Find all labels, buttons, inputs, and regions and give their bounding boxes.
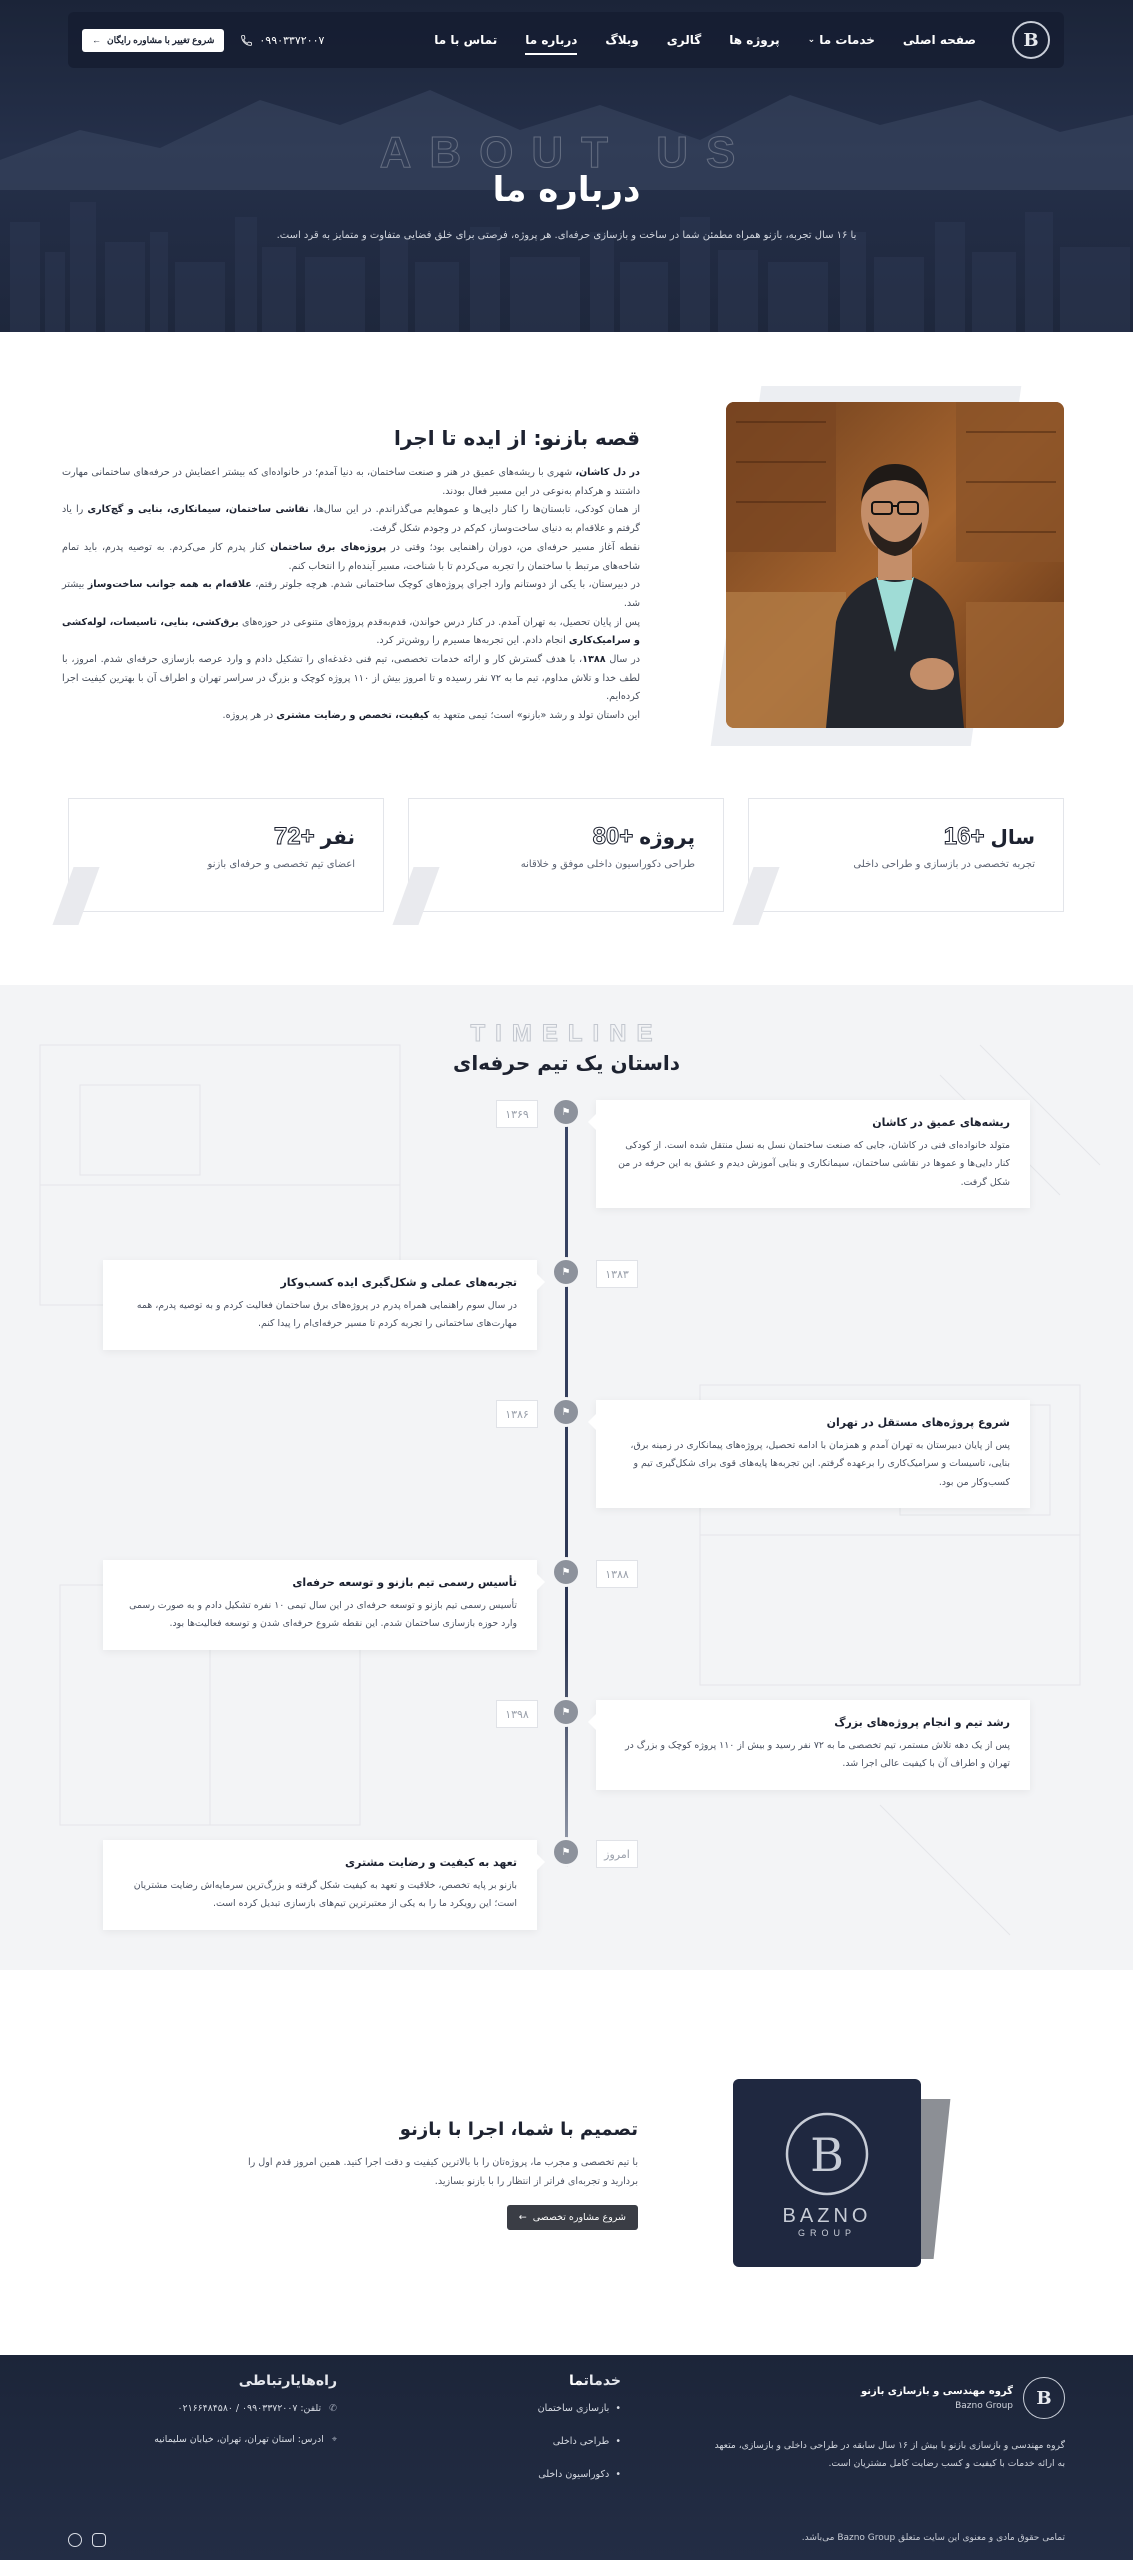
brand-logo[interactable]: B	[1012, 21, 1050, 59]
location-pin-icon: ⌖	[331, 2434, 337, 2445]
footer-services-title	[538, 2373, 621, 2389]
story-text: شهری با ریشه‌های عمیق در هنر و صنعت ساختمان، به دنیا آمدم؛ در خانواده‌ای که بیشتر اعضایش در حرفه‌های ساختمانی مهارت داشتند و هرکدام به‌نوعی در این مسیر فعال بودند.	[62, 467, 640, 497]
stat-value	[97, 823, 355, 851]
nav-item-projects[interactable]: پروژه ها	[729, 33, 780, 47]
nav-item-services-label: خدمات ما	[819, 33, 875, 47]
timeline-marker-icon: ⚑	[551, 1837, 581, 1867]
social-links	[68, 2533, 106, 2547]
story-bold: نقاشی ساختمان، سیمانکاری، بنایی و گچ‌کاری	[87, 504, 309, 516]
footer-brand-text: گروه مهندسی و بازسازی بازنو با بیش از ۱۶ سال سابقه در طراحی داخلی و بازسازی، متعهد به ارائه خدمات با کیفیت و کسب رضایت کامل مشتریان است.	[714, 2440, 1065, 2470]
footer-service-link[interactable]: • طراحی داخلی	[538, 2436, 621, 2447]
nav-item-contact[interactable]: تماس با ما	[434, 33, 498, 47]
story-bold: ۱۳۸۸	[582, 654, 606, 666]
timeline-card	[596, 1700, 1030, 1790]
story-paragraph	[62, 614, 640, 651]
footer-brand-row	[705, 2377, 1065, 2419]
footer-contact-title-b: ارتباطی	[238, 2373, 296, 2389]
story-text: بیشتر شد.	[62, 579, 640, 609]
timeline-year: ۱۳۸۸	[596, 1560, 638, 1588]
stat-label: تجربه تخصصی در بازسازی و طراحی داخلی	[853, 859, 1035, 870]
stat-number	[944, 823, 985, 851]
cta-text-block	[218, 2119, 638, 2230]
chevron-down-icon: ⌄	[807, 35, 816, 45]
timeline-year: امروز	[596, 1840, 638, 1868]
timeline-card	[103, 1560, 537, 1650]
stat-num: 72	[273, 823, 301, 850]
footer-contact-title	[67, 2373, 337, 2389]
footer-contact	[67, 2373, 337, 2465]
timeline-card-text: تأسیس رسمی تیم بازنو و توسعه حرفه‌ای در این سال تیمی ۱۰ نفره تشکیل دادم و به صورت رسمی وارد حوزه بازسازی ساختمان شدم. این نقطه شروع حرفه‌ای شدن و توسعه فعالیت‌ها بود.	[129, 1600, 517, 1630]
cta-description: با تیم تخصصی و مجرب ما، پروژه‌تان را با بالاترین کیفیت و دقت اجرا کنید. همین امروز قدم اول را بردارید و تجربه‌ای فراتر از انتظار را با بازنو بسازید.	[247, 2157, 638, 2187]
stat-deco-shape	[392, 867, 439, 925]
stat-num: 80	[592, 823, 620, 850]
nav-menu	[420, 33, 990, 47]
footer-address-text: ادرس: استان تهران، تهران، خیابان سلیمانیه	[154, 2434, 324, 2445]
timeline-card	[596, 1400, 1030, 1508]
footer-phone[interactable]	[67, 2403, 337, 2414]
svg-text:B: B	[810, 2127, 844, 2182]
nav-phone-number: ۰۹۹۰۳۳۷۲۰۰۷	[259, 33, 325, 47]
stat-number	[274, 823, 315, 851]
timeline-card-title: تجربه‌های عملی و شکل‌گیری ایده کسب‌وکار	[280, 1276, 517, 1289]
timeline-year: ۱۳۹۸	[496, 1700, 538, 1728]
timeline-card-text: در سال سوم راهنمایی همراه پدرم در پروژه‌های برق ساختمان فعالیت کردم و به توصیه پدرم، همه مهارت‌های ساختمانی را تجربه کردم تا مسیر حرفه‌ای‌ام را پیدا کنم.	[136, 1300, 517, 1330]
footer-brand-en: Bazno Group	[955, 2400, 1013, 2411]
timeline-marker-icon: ⚑	[551, 1397, 581, 1427]
footer-brand-title: گروه مهندسی و بازسازی بازنو	[861, 2385, 1013, 2397]
story-text: پس از پایان تحصیل، به تهران آمدم. در کنار درس خواندن، قدم‌به‌قدم پروژه‌های متنوعی در حوزه‌های	[238, 616, 640, 628]
timeline-marker-icon: ⚑	[551, 1697, 581, 1727]
story-text: در هر پروژه.	[222, 710, 277, 722]
timeline-card-text: متولد خانواده‌ای فنی در کاشان، جایی که صنعت ساختمان نسل به نسل منتقل شده است. از کودکی کنار دایی‌ها و عموها در نقاشی ساختمان، سیمانکاری و بنایی آموزش دیدم و عشق به این حرفه در من شکل گرفت.	[618, 1140, 1010, 1188]
story-bold: علاقه‌ام به همه جوانب ساخت‌وساز	[87, 579, 252, 591]
timeline-axis	[565, 1113, 568, 1867]
stat-card	[68, 798, 384, 912]
story-bold: پروژه‌های برق ساختمان	[270, 541, 387, 553]
nav-actions	[82, 29, 324, 52]
story-bold: برق‌کشی، بنایی، تاسیسات، لوله‌کشی و سرامیک‌کاری	[62, 616, 640, 647]
story-bold: در دل کاشان،	[575, 467, 640, 478]
timeline-card	[103, 1840, 537, 1930]
logo-wordmark: BAZNO	[782, 2204, 872, 2227]
story-text: از همان کودکی، تابستان‌ها را کنار دایی‌ها و عموهایم می‌گذراندم. در این سال‌ها،	[308, 504, 640, 516]
timeline-card-text: بازنو بر پایه تخصص، خلاقیت و تعهد به کیفیت شکل گرفته و بزرگ‌ترین سرمایه‌اش رضایت مشتریان است؛ این رویکرد ما را به یکی از معتبرترین تیم‌های بازسازی تبدیل کرده است.	[133, 1880, 517, 1910]
story-paragraph	[62, 576, 640, 613]
stat-value	[777, 823, 1035, 851]
hero-section	[0, 0, 1133, 332]
logo-subword: GROUP	[798, 2227, 857, 2238]
story-bold: کیفیت، تخصص و رضایت مشتری	[276, 710, 430, 722]
start-consult-button[interactable]	[507, 2205, 638, 2230]
nav-item-gallery[interactable]: گالری	[666, 33, 702, 47]
footer-phone-text: تلفن: ۰۹۹۰۳۳۷۲۰۰۷ / ۰۲۱۶۶۴۸۴۵۸۰	[177, 2403, 322, 2414]
stat-unit: سال	[990, 825, 1035, 849]
arrow-left-icon: ←	[92, 35, 101, 45]
copyright-text: تمامی حقوق مادی و معنوی این سایت متعلق Bazno Group می‌باشد.	[801, 2533, 1065, 2543]
timeline-marker-icon: ⚑	[551, 1097, 581, 1127]
start-consult-label: شروع مشاوره تخصصی	[532, 2212, 626, 2224]
free-consult-label: شروع تغییر با مشاوره رایگان	[107, 34, 215, 45]
footer-services-title-b: ما	[568, 2373, 584, 2389]
timeline-card-text: پس از پایان دبیرستان به تهران آمدم و همزمان با ادامه تحصیل، پروژه‌های پیمانکاری در زمینه برق، بنایی، تاسیسات و سرامیک‌کاری را برعهده گرفتم. این تجربه‌ها پایه‌های قوی برای شکل‌گیری تیم و کسب‌وکار من بود.	[630, 1440, 1010, 1488]
footer-logo[interactable]: B	[1023, 2377, 1065, 2419]
stat-unit: پروژه	[639, 825, 695, 849]
story-paragraph	[62, 501, 640, 538]
cta-section	[0, 2043, 1133, 2273]
story-text-block	[62, 426, 640, 726]
whatsapp-icon[interactable]	[68, 2533, 82, 2547]
arrow-left-icon: ←	[518, 2212, 527, 2224]
phone-icon: ✆	[329, 2403, 337, 2414]
hero-subtitle: با ۱۶ سال تجربه، بازنو همراه مطمئن شما در ساخت و بازسازی حرفه‌ای. هر پروژه، فرصتی برای خلق فضایی متفاوت و متمایز به قرد است.	[276, 230, 857, 241]
nav-phone[interactable]	[240, 34, 324, 47]
timeline-card-title: ریشه‌های عمیق در کاشان	[872, 1116, 1010, 1129]
stat-deco-shape	[52, 867, 99, 925]
footer-service-link[interactable]: • بازسازی ساختمان	[538, 2403, 621, 2414]
stat-label: طراحی دکوراسیون داخلی موفق و خلاقانه	[520, 859, 695, 870]
timeline-marker-icon: ⚑	[551, 1257, 581, 1287]
stat-unit: نفر	[320, 825, 355, 849]
stat-plus: +	[619, 823, 634, 850]
stat-label: اعضای تیم تخصصی و حرفه‌ای بازنو	[207, 859, 355, 870]
founder-photo	[726, 402, 1064, 728]
footer-address	[67, 2434, 337, 2445]
footer-services-title-a: خدمات	[583, 2373, 621, 2389]
timeline-title: داستان یک تیم حرفه‌ای	[452, 1051, 681, 1075]
story-paragraph	[62, 464, 640, 501]
timeline-card	[103, 1260, 537, 1350]
timeline-ghost-text: TIMELINE	[470, 1020, 663, 1047]
story-paragraph	[62, 707, 640, 726]
stat-num: 16	[943, 823, 971, 850]
bazno-logo-icon	[772, 2109, 882, 2199]
stat-plus: +	[970, 823, 985, 850]
main-navbar	[68, 12, 1064, 68]
footer-service-link[interactable]: • دکوراسیون داخلی	[538, 2469, 621, 2480]
stat-deco-shape	[732, 867, 779, 925]
footer-services-list	[538, 2403, 621, 2480]
bazno-logo-card	[733, 2079, 921, 2267]
timeline-year: ۱۳۸۶	[496, 1400, 538, 1428]
story-title: قصه بازنو: از ایده تا اجرا	[393, 426, 640, 450]
nav-item-services[interactable]	[794, 33, 889, 47]
hero-ghost-text: ABOUT US	[379, 128, 754, 177]
footer-services	[538, 2373, 621, 2502]
stat-value	[437, 823, 695, 851]
timeline-section	[0, 985, 1133, 1970]
stats-row	[68, 798, 1064, 912]
stat-plus: +	[300, 823, 315, 850]
timeline-card	[596, 1100, 1030, 1208]
cta-title: تصمیم با شما، اجرا با بازنو	[399, 2119, 638, 2140]
instagram-icon[interactable]	[92, 2533, 106, 2547]
timeline-card-title: تعهد به کیفیت و رضایت مشتری	[345, 1856, 517, 1869]
nav-item-home[interactable]: صفحه اصلی	[902, 33, 976, 47]
timeline-card-text: پس از یک دهه تلاش مستمر، تیم تخصصی ما به ۷۲ نفر رسید و بیش از ۱۱۰ پروژه کوچک و بزرگ در تهران و اطراف آن با کیفیت عالی اجرا شد.	[625, 1740, 1010, 1770]
stat-card	[408, 798, 724, 912]
footer-brand-names	[861, 2386, 1013, 2411]
timeline-card-title: رشد تیم و انجام پروژه‌های بزرگ	[834, 1716, 1010, 1729]
timeline-card-title: تأسیس رسمی تیم بازنو و توسعه حرفه‌ای	[292, 1576, 517, 1589]
timeline-card-title: شروع پروژه‌های مستقل در تهران	[826, 1416, 1010, 1429]
founder-photo-illustration	[726, 402, 1064, 728]
timeline-marker-icon: ⚑	[551, 1557, 581, 1587]
phone-icon	[240, 34, 253, 47]
story-text: ، با هدف گسترش کار و ارائه خدمات تخصصی، تیم فنی دغدغه‌ای را تشکیل دادم و وارد عرصه بازسازی حرفه‌ای شدم. امروز، با لطف خدا و تلاش مداوم، تیم ما به ۷۲ نفر رسیده و تا امروز بیش از ۱۱۰ پروژه کوچک و بزرگ در سراسر تهران و اطراف آن با بهترین کیفیت اجرا کرده‌ایم.	[62, 654, 641, 703]
free-consult-button[interactable]	[82, 29, 224, 52]
page-title: درباره ما	[492, 170, 641, 210]
footer-contact-title-a: راه‌های	[295, 2373, 337, 2389]
story-paragraph	[62, 539, 640, 576]
story-text: را یاد گرفتم و علاقه‌ام به دنیای ساخت‌وساز، کم‌کم در وجودم شکل گرفت.	[62, 504, 640, 535]
story-text: این داستان تولد و رشد «بازنو» است؛ تیمی متعهد به	[429, 710, 640, 722]
site-footer	[0, 2355, 1133, 2560]
nav-item-about[interactable]: درباره ما	[511, 33, 591, 47]
footer-brand	[705, 2377, 1065, 2474]
story-text: در سال	[605, 654, 641, 666]
timeline-year: ۱۳۶۹	[496, 1100, 538, 1128]
story-text: در دبیرستان، با یکی از دوستانم وارد اجرای پروژه‌های کوچک ساختمانی شدم. هرچه جلوتر رفتم،	[251, 579, 641, 591]
story-text: کنار پدرم کار می‌کردم. به توصیه پدرم، باید تمام شاخه‌های مرتبط با ساختمان را تجربه می‌کردم تا با شناخت، مسیر آینده‌ام را انتخاب کنم.	[62, 541, 640, 572]
stat-card	[748, 798, 1064, 912]
story-paragraph	[62, 651, 640, 707]
story-text: نقطه آغاز مسیر حرفه‌ای من، دوران راهنمایی بود؛ وقتی در	[386, 541, 640, 553]
stat-number	[593, 823, 634, 851]
story-text: انجام دادم. این تجربه‌ها مسیرم را روشن‌تر کرد.	[376, 635, 569, 647]
timeline-year: ۱۳۸۳	[596, 1260, 638, 1288]
nav-item-blog[interactable]: وبلاگ	[605, 33, 639, 47]
